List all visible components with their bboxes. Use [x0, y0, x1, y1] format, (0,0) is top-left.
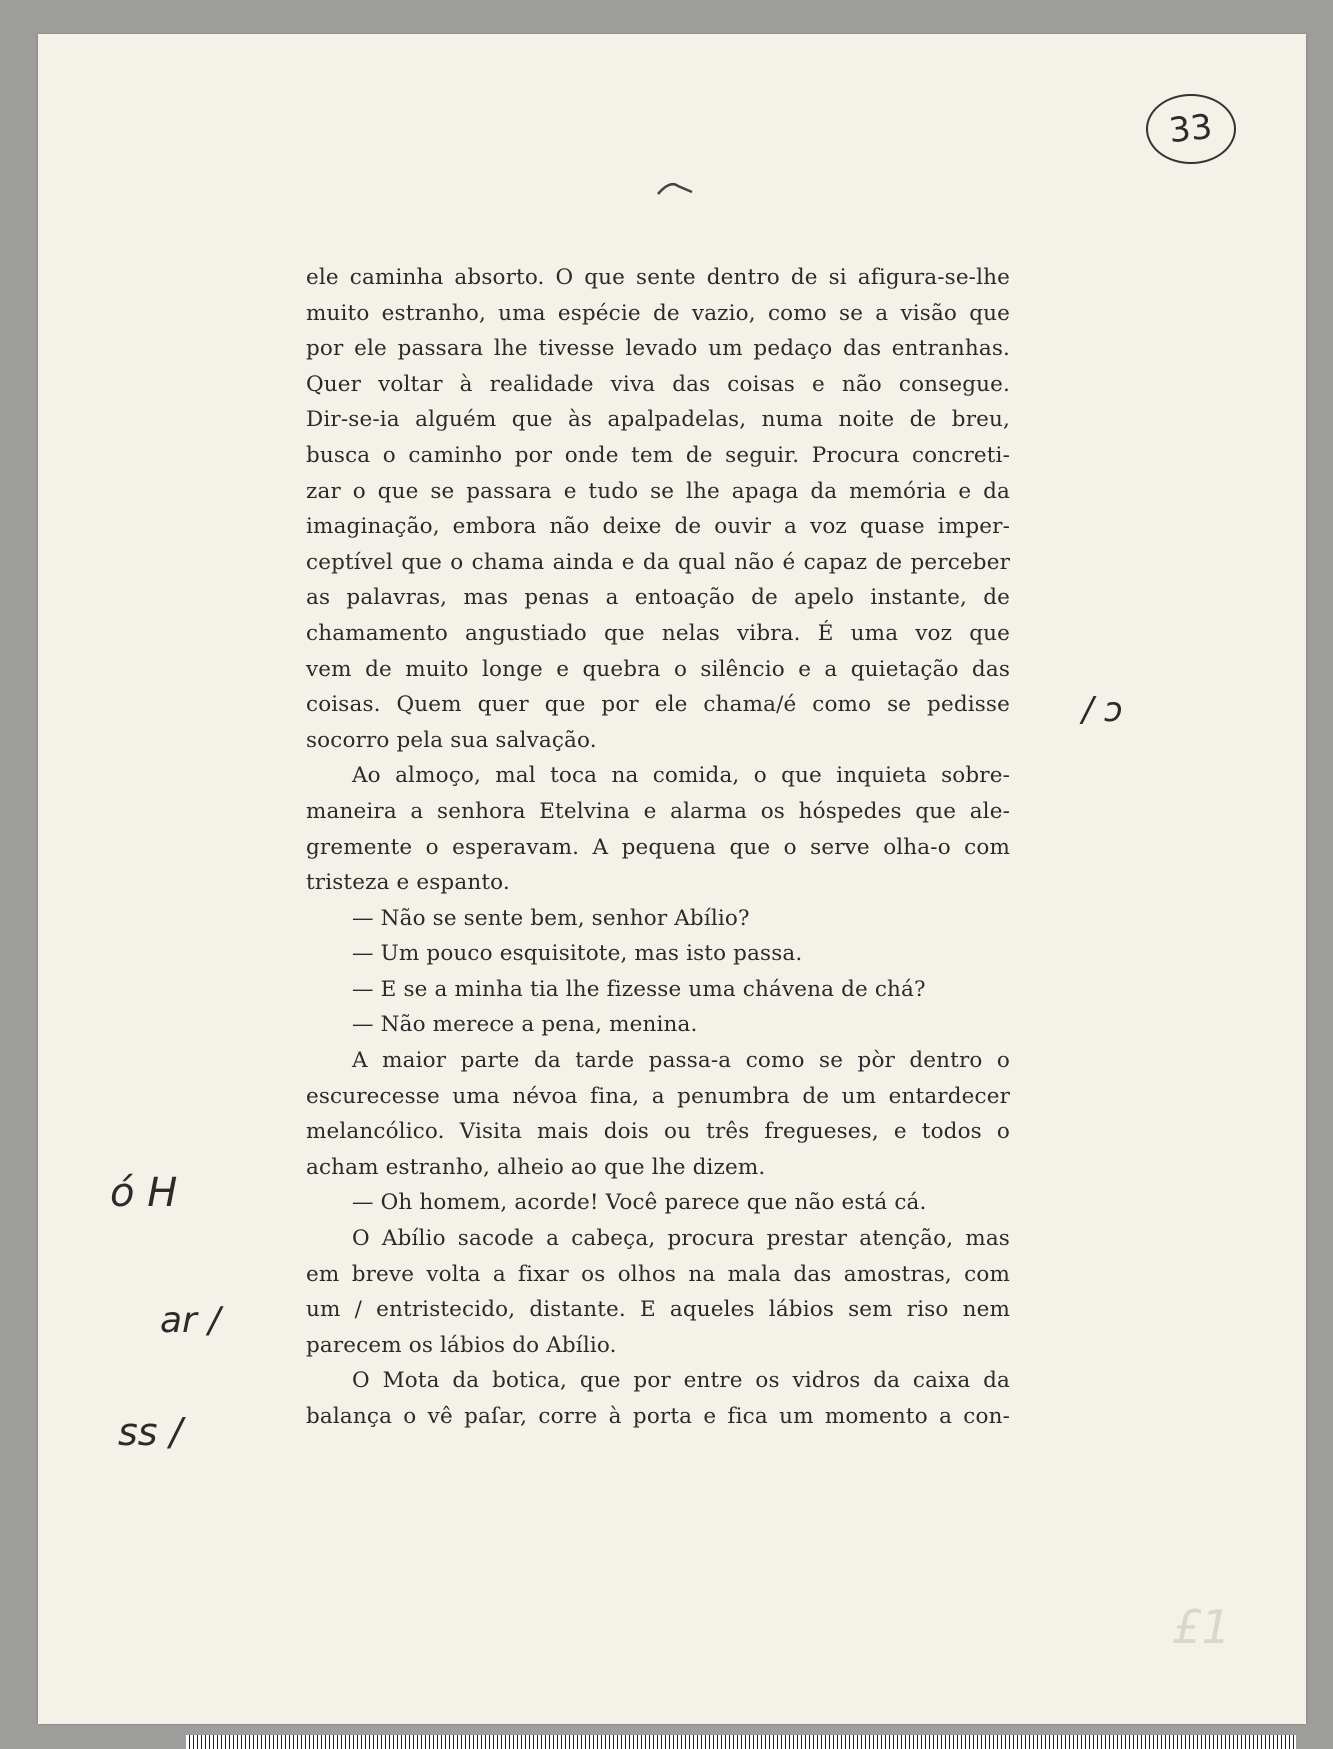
- right-margin-note: [1082, 690, 1123, 730]
- page-number: 33: [1167, 106, 1215, 152]
- text-line-16: maneira a senhora Etelvina e alarma os hóspedes que ale-: [306, 798, 1010, 824]
- right-margin-note-text: / ɔ: [1082, 690, 1123, 730]
- text-line-5: Dir-se-ia alguém que às apalpadelas, numa noite de breu,: [306, 407, 1010, 433]
- text-line-8: imaginação, embora não deixe de ouvir a voz quase imper-: [306, 514, 1010, 540]
- bottom-faint-note: [1172, 1600, 1231, 1654]
- text-line-17: gremente o esperavam. A pequena que o serve olha-o com: [306, 834, 1010, 860]
- text-line-31: parecem os lábios do Abílio.: [306, 1332, 617, 1358]
- text-line-30: um / entristecido, distante. E aqueles lábios sem riso nem: [306, 1297, 1010, 1323]
- text-line-21: — E se a minha tia lhe fizesse uma chávena de chá?: [352, 976, 926, 1002]
- text-line-25: melancólico. Visita mais dois ou três fregueses, e todos o: [306, 1119, 1010, 1145]
- bottom-faint-note-text: £1: [1172, 1600, 1231, 1654]
- text-line-11: chamamento angustiado que nelas vibra. É uma voz que: [306, 620, 1010, 646]
- text-line-15: Ao almoço, mal toca na comida, o que inquieta sobre-: [352, 763, 1010, 789]
- text-line-6: busca o caminho por onde tem de seguir. Procura concreti-: [306, 442, 1010, 468]
- scale-ruler: [186, 1735, 1296, 1749]
- left-margin-note-oh: [110, 1170, 177, 1216]
- text-line-9: ceptível que o chama ainda e da qual não é capaz de perceber: [306, 549, 1010, 575]
- text-line-26: acham estranho, alheio ao que lhe dizem.: [306, 1154, 766, 1180]
- text-line-13: coisas. Quem quer que por ele chama/é como se pedisse: [306, 692, 1010, 718]
- text-line-22: — Não merece a pena, menina.: [352, 1012, 698, 1038]
- left-margin-note-ss: [118, 1410, 182, 1454]
- text-line-33: balança o vê paſar, corre à porta e fica um momento a con-: [306, 1404, 1010, 1429]
- text-line-7: zar o que se passara e tudo se lhe apaga da memória e da: [306, 478, 1010, 504]
- left-margin-note-oh-text: ó H: [110, 1170, 178, 1216]
- text-line-10: as palavras, mas penas a entoação de apelo instante, de: [306, 585, 1010, 611]
- caret-mark-icon: [656, 178, 696, 198]
- text-line-32: O Mota da botica, que por entre os vidros da caixa da: [352, 1368, 1010, 1394]
- text-line-19: — Não se sente bem, senhor Abílio?: [352, 905, 750, 931]
- left-margin-note-ar-text: ar /: [160, 1300, 221, 1341]
- text-line-3: por ele passara lhe tivesse levado um pedaço das entranhas.: [306, 336, 1010, 362]
- left-margin-note-ar: [160, 1300, 220, 1341]
- text-line-12: vem de muito longe e quebra o silêncio e a quietação das: [306, 656, 1010, 682]
- text-line-28: O Abílio sacode a cabeça, procura prestar atenção, mas: [352, 1226, 1010, 1252]
- text-line-29: em breve volta a fixar os olhos na mala das amostras, com: [306, 1261, 1010, 1287]
- text-line-20: — Um pouco esquisitote, mas isto passa.: [352, 941, 803, 967]
- page-number-circle: [1146, 94, 1236, 164]
- text-line-27: — Oh homem, acorde! Você parece que não está cá.: [352, 1190, 927, 1216]
- text-line-14: socorro pela sua salvação.: [306, 727, 597, 753]
- text-line-2: muito estranho, uma espécie de vazio, como se a visão que: [306, 300, 1010, 326]
- text-line-23: A maior parte da tarde passa-a como se pòr dentro o: [352, 1048, 1010, 1074]
- text-line-18: tristeza e espanto.: [306, 870, 510, 896]
- text-line-4: Quer voltar à realidade viva das coisas e não consegue.: [306, 371, 1010, 397]
- text-line-24: escurecesse uma névoa fina, a penumbra de um entardecer: [306, 1083, 1010, 1109]
- body-text: [306, 260, 1010, 1435]
- left-margin-note-ss-text: ss /: [118, 1410, 183, 1454]
- text-line-1: ele caminha absorto. O que sente dentro de si afigura-se-lhe: [306, 265, 1010, 290]
